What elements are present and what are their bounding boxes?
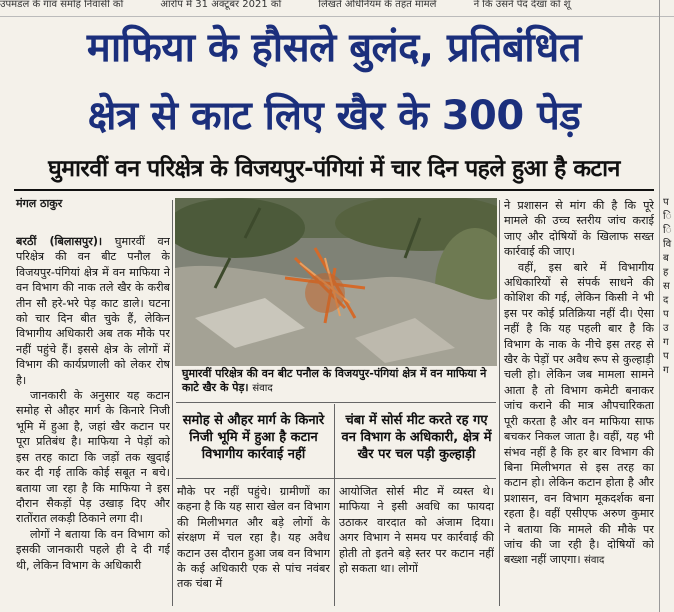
fragment-char: वि xyxy=(663,239,672,250)
neighbour-article-fragment xyxy=(663,196,674,606)
paragraph-text: घुमारवीं वन परिक्षेत्र की वन बीट पनौल के विजयपुर-पंगियां क्षेत्र में वन माफिया ने वन विभाग की नाक तले खैर के करीब तीन सौ हरे-भरे पेड़ काट डाले। घटना को चार दिन बीत चुके हैं, लेकिन विभागीय अधिकारी अब तक मौके पर नहीं पहुंचे हैं। इससे क्षेत्र के लोगों में विभाग की कार्यप्रणाली को लेकर रोष है। xyxy=(16,235,170,387)
paragraph-text: वहीं, इस बारे में विभागीय अधिकारियों से संपर्क साधने की कोशिश की गई, लेकिन किसी ने भी इस पर कोई प्रतिक्रिया नहीं दी। ऐसा नहीं है कि यह पहली बार है कि विभाग के नाक के नीचे इस तरह से खैर के पेड़ों पर अवैध रूप से कुल्हाड़ी चली हो। लेकिन जब मामला सामने आता है तो विभाग कमेटी बनाकर जांच कराने की मात्र औपचारिकता पूरी करता है और वन माफिया साफ बचकर निकल जाता है। वहीं, यह भी संभव नहीं है कि हर बार विभाग की बिना मिलीभगत से इस तरह का कटान हो। लेकिन कटान होता है और प्रशासन, वन विभाग मूकदर्शक बना रहता है। वहीं एसीएफ अरुण कुमार ने बताया कि मामले की मौके पर जांच की जा रही है। दोषियों को बख्शा नहीं जाएगा। xyxy=(504,260,654,567)
paragraph: लोगों ने बताया कि वन विभाग को इसकी जानकारी पहले ही दे दी गई थी, लेकिन विभाग के अधिकारी xyxy=(16,527,170,572)
subheadline: घुमारवीं वन परिक्षेत्र के विजयपुर-पंगियां में चार दिन पहले हुआ है कटान xyxy=(48,156,620,182)
strip-text: उपमंडल के गांव समोह निवासी को xyxy=(0,0,124,10)
strip-text: आरोप में 31 अक्टूबर 2021 को xyxy=(160,0,282,10)
caption-text: घुमारवीं परिक्षेत्र की वन बीट पनौल के विजयपुर-पंगियां क्षेत्र में वन माफिया ने काटे खैर के पेड़। xyxy=(182,367,487,394)
paragraph xyxy=(16,234,170,388)
column-rule xyxy=(499,200,500,606)
divider-rule xyxy=(14,189,654,191)
fragment-char: स xyxy=(663,281,670,292)
strip-text: लिखते अधिनियम के तहत मामले xyxy=(318,0,437,10)
fragment-char: द xyxy=(663,295,669,306)
news-photo xyxy=(175,198,497,366)
article-column-4 xyxy=(504,198,654,606)
page-edge-rule xyxy=(659,0,660,612)
section-rule xyxy=(176,402,496,403)
paragraph xyxy=(504,260,654,569)
section-rule xyxy=(176,478,496,479)
fragment-char: ग xyxy=(663,337,669,348)
fragment-char: ि xyxy=(663,225,672,236)
article-column-1 xyxy=(16,234,170,606)
column-rule xyxy=(172,200,173,606)
paragraph: जानकारी के अनुसार यह कटान समोह से औहर मार्ग के किनारे निजी भूमि में हुआ है, जहां खैर कटान पर पूरा प्रतिबंध है। माफिया ने पेड़ों को इस तरह काटा कि जड़ों तक खुदाई कर दी गई ताकि कोई सबूत न बचे। बताया जा रहा है कि माफिया ने इस दौरान सैकड़ों पेड़ उखाड़ दिए और रातोंरात लकड़ी ठिकाने लगा दी। xyxy=(16,389,170,526)
fragment-char: ि xyxy=(663,211,672,222)
fragment-char: प xyxy=(663,351,669,362)
pullquote-1: समोह से औहर मार्ग के किनारे निजी भूमि में हुआ है कटान विभागीय कार्रवाई नहीं xyxy=(182,413,325,462)
dateline: बरठीं (बिलासपुर)। xyxy=(16,235,103,248)
fragment-char: प xyxy=(663,309,669,320)
fragment-char: ग xyxy=(663,365,669,376)
headline-line-2: क्षेत्र से काट लिए खैर के 300 पेड़ xyxy=(87,93,581,139)
previous-article-strip xyxy=(0,0,674,17)
paragraph: ने प्रशासन से मांग की है कि पूरे मामले की उच्च स्तरीय जांच कराई जाए और दोषियों के खिलाफ सख्त कार्रवाई की जाए। xyxy=(504,199,654,259)
column-rule xyxy=(334,404,335,606)
photo-caption xyxy=(182,367,492,396)
fragment-char: ह xyxy=(663,267,669,278)
photo-felled-trees-illustration xyxy=(175,198,497,366)
headline-line-1: माफिया के हौसले बुलंद, प्रतिबंधित xyxy=(86,25,582,71)
fragment-char: ब xyxy=(663,253,669,264)
fragment-char: प xyxy=(663,197,669,208)
article-column-2: मौके पर नहीं पहुंचे। ग्रामीणों का कहना है कि यह सारा खेल वन विभाग की मिलीभगत और बड़े लोगों के संरक्षण में चल रहा है। यह अवैध कटान उस दौरान हुआ जब वन विभाग के कई अधिकारी एक से पांच नवंबर तक चंबा में xyxy=(177,485,330,591)
fragment-char: उ xyxy=(663,323,669,334)
article-credit: संवाद xyxy=(584,555,605,567)
strip-text: ने कि उसने पेद देखा को शू xyxy=(473,0,571,10)
byline: मंगल ठाकुर xyxy=(16,197,63,210)
article-column-3: आयोजित सोर्स मीट में व्यस्त थे। माफिया ने इसी अवधि का फायदा उठाकर वारदात को अंजाम दिया। अगर विभाग ने समय पर कार्रवाई की होती तो इतने बड़े स्तर पर कटान नहीं हो सकता था। लोगों xyxy=(339,485,494,576)
pullquote-2: चंबा में सोर्स मीट करते रह गए वन विभाग के अधिकारी, क्षेत्र में खैर पर चल पड़ी कुल्हाड़ी xyxy=(341,413,492,462)
caption-credit: संवाद xyxy=(252,383,273,394)
